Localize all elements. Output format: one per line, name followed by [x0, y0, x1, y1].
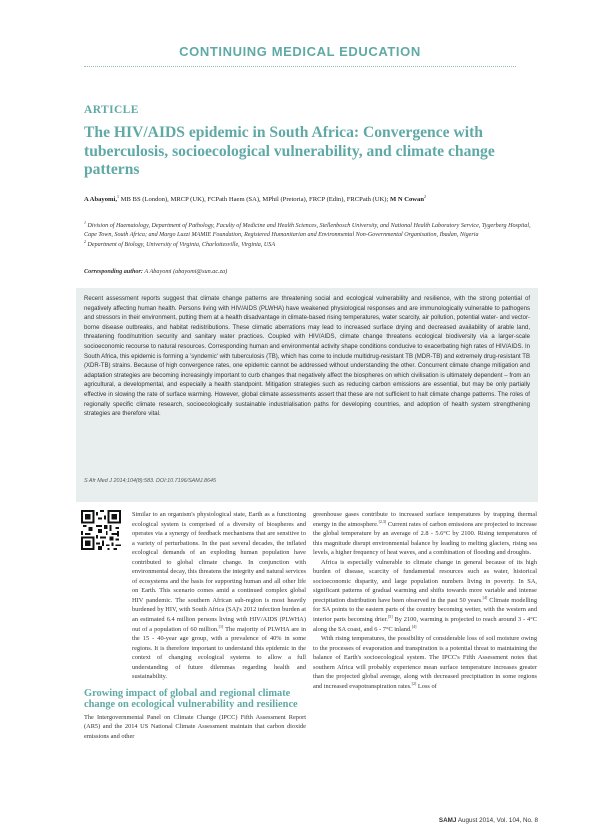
article-title: The HIV/AIDS epidemic in South Africa: Convergence with tuberculosis, socioecological vulnerability, and climate change patterns [84, 124, 495, 178]
issue-info: August 2014, Vol. 104, No. 8 [456, 817, 538, 824]
author-2-name: M N Cowan [389, 196, 425, 203]
corresponding-label: Corresponding author: [84, 268, 143, 275]
section-heading: Growing impact of global and regional climate change on ecological vulnerability and resilience [84, 687, 298, 710]
page-footer [439, 817, 538, 824]
affiliation-1-sup: 1 [84, 219, 86, 225]
africa-paragraph [313, 558, 537, 634]
africa-text: Africa is especially vulnerable to climate change in general because of its high burden of disease, scarcity of fundamental resources such as water, historical socioeconomic disparity, and large population numbers living in poverty. In SA, significant patterns of gradual warming and shifts towards more variable and intense precipitation distribution have been observed in the past 50 years. [313, 558, 537, 604]
corresponding-author [84, 268, 534, 275]
author-2-sup: 2 [424, 193, 427, 199]
affiliation-2: Department of Biology, University of Virginia, Charlottesville, Virginia, USA [86, 242, 276, 248]
greenhouse-text: greenhouse gases contribute to increased surface temperatures by trapping thermal energy in the atmosphere. [313, 511, 537, 528]
citation-doi[interactable]: S Afr Med J 2014;104(8):583. DOI:10.7196/SAMJ.8645 [84, 478, 216, 484]
intro-text-cont: The majority of PLWHA are in the 15 - 40-year age group, with a prevalence of 40% in some regions. It is therefore important to understand this epidemic in the context of changing ecological systems to allow a full understanding of future dilemmas regarding health and sustainability. [132, 625, 306, 681]
affiliations [84, 219, 534, 251]
moisture-text: With rising temperatures, the possibility of considerable loss of soil moisture owing to the processes of evaporation and transpiration is a potential threat to maintaining the balance of Earth's socioecological system. The IPCC's Fifth Assessment notes that southern Africa will probably experience mean surface temperature increases greater than the projected global average, along with decreased precipitation in some regions and increased evapotranspiration rates. [313, 635, 537, 690]
corresponding-email[interactable]: A Abayomi (abayomi@sun.ac.za) [142, 268, 228, 275]
banner-divider [84, 66, 516, 67]
section-banner: CONTINUING MEDICAL EDUCATION [179, 44, 421, 59]
africa-text-cont2: By 2100, warming is projected to reach around 3 - 4°C along the SA coast, and 6 - 7°C inland. [313, 616, 537, 633]
ipcc-paragraph: The Intergovernmental Panel on Climate Change (IPCC) Fifth Assessment Report (AR5) and the 2014 US National Climate Assessment maintain that carbon dioxide emissions and other [84, 713, 306, 740]
greenhouse-paragraph [313, 510, 537, 558]
ref-2-3[interactable]: [2,3] [378, 518, 387, 524]
article-label: ARTICLE [84, 104, 139, 116]
ref-4b[interactable]: [4] [411, 623, 417, 629]
greenhouse-text-cont: Current rates of carbon emissions are projected to increase the global temperature by an average of 2.8 - 5.6°C by 2100. Rising temperatures of this magnitude disrupt environmental balance by leading to melting glaciers, rising sea levels, a higher frequency of heat waves, and a combination of flooding and droughts. [313, 520, 537, 557]
author-line [84, 193, 534, 203]
left-column [84, 510, 306, 741]
intro-paragraph [84, 510, 306, 682]
ref-5[interactable]: [5] [387, 613, 393, 619]
ref-2[interactable]: [2] [411, 680, 417, 686]
affiliation-1: Division of Haematology, Department of Pathology, Faculty of Medicine and Health Sciences, Stellenbosch University, and National Health Laboratory Service, Tygerberg Hospital, Cape Town, South Africa; and Margo Luzzi MAMIE Foundation, Registered Humanitarian and Environmental Non-Governmental Organisation, Ibadan, Nigeria [84, 223, 531, 238]
affiliation-2-sup: 2 [84, 238, 86, 244]
right-column [313, 510, 537, 691]
author-1-sup: 1 [116, 193, 119, 199]
moisture-paragraph [313, 634, 537, 691]
africa-text-cont: Climate modelling for SA points to the eastern parts of the country becoming wetter, with the western and interior parts becoming drier. [313, 596, 537, 624]
author-1-name: A Abayomi, [84, 196, 117, 203]
ref-1[interactable]: [1] [218, 623, 224, 629]
author-1-credentials: MB BS (London), MRCP (UK), FCPath Haem (SA), MPhil (Pretoria), FRCP (Edin), FRCPath (UK); [118, 196, 390, 203]
moisture-text-cont: Loss of [416, 682, 437, 690]
ref-4[interactable]: [4] [482, 594, 488, 600]
abstract-text: Recent assessment reports suggest that climate change patterns are threatening social and ecological vulnerability and resilience, with the strong potential of negatively affecting human health. Persons living with HIV/AIDS (PLWHA) have weakened physiological responses and are immunologically vulnerable to pathogens and stressors in their environment, putting them at a health disadvantage in climate-based rising temperatures, water scarcity, air pollution, potential water- and vector-borne disease outbreaks, and habitat redistributions. These climatic aberrations may lead to increased surface drying and decreased availability of arable land, threatening food/nutrition security and sanitary water practices. Coupled with HIV/AIDS, climate change threatens ecological biodiversity via a larger-scale socioeconomic recourse to natural resources. Corresponding human and environmental activity shape conditions conducive to exacerbating high rates of HIV/AIDS. In South Africa, this epidemic is forming a 'syndemic' with tuberculosis (TB), which has come to include multidrug-resistant TB (MDR-TB) and extremely drug-resistant TB (XDR-TB) strains. Because of high convergence rates, one epidemic cannot be addressed without understanding the other. Concurrent climate change mitigation and adaptation strategies are becoming increasingly important to curb changes that negatively affect the biospheres on which civilisation is ultimately dependent – from an agricultural, a developmental, and especially a health standpoint. Mitigation strategies such as reducing carbon emissions are essential, but may be only partially effective in slowing the rate of surface warming. However, global climate assessments assert that these are not sufficient to halt climate change patterns. The roles of regionally specific climate research, socioecologically sustainable industrialisation paths for developing countries, and adoption of health system strengthening strategies are therefore vital. [84, 296, 530, 418]
journal-name: SAMJ [438, 817, 457, 824]
intro-text: Similar to an organism's physiological state, Earth as a functioning ecological system is comprised of a diversity of biospheres and operates via a synergy of feedback mechanisms that are sensitive to a variety of perturbations. In the past several decades, the inflated ecological demands of an exploding human population have contributed to global climate change. In conjunction with environmental decay, this threatens the integrity and natural services of ecosystems and the basis for supporting human and all other life on Earth. This scenario comes amid a continued complex global HIV pandemic. The southern African sub-region is most heavily burdened by HIV, with South Africa (SA)'s 2012 infection burden at an estimated 6.4 million persons living with HIV/AIDS (PLWHA) out of a population of 60 million. [132, 511, 306, 633]
